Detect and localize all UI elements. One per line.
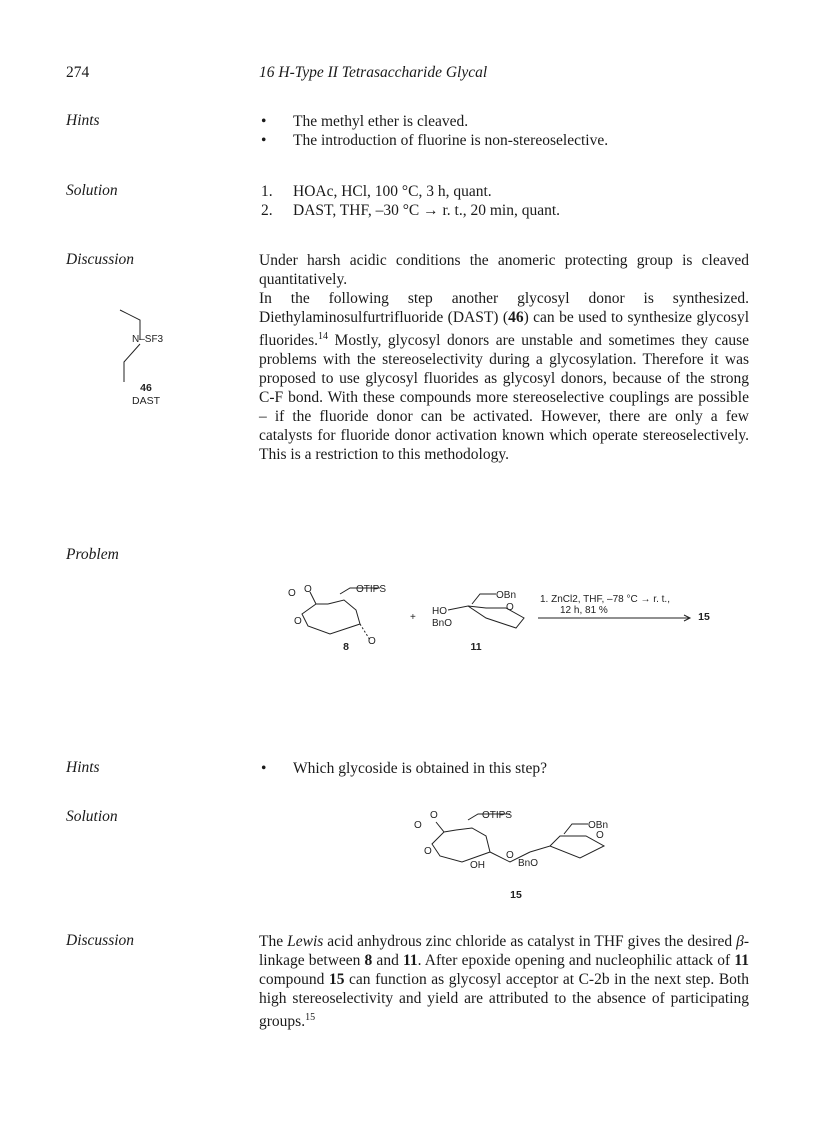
product-left-ring-bond <box>444 830 456 832</box>
product-ring-o: O <box>430 810 438 821</box>
compound-number-15: 15 <box>510 889 522 901</box>
solution-step <box>259 182 749 201</box>
compound-ref: 11 <box>402 952 418 969</box>
lewis-italic: Lewis <box>287 933 324 950</box>
product-right-ring-o: O <box>596 830 604 841</box>
acceptor-obn: OBn <box>496 590 517 601</box>
beta-symbol: β <box>736 933 744 950</box>
compound-ref: 8 <box>364 952 373 969</box>
compound-ref: 11 <box>734 952 749 969</box>
product-left-ring <box>432 822 490 862</box>
discussion-paragraph: The Lewis acid anhydrous zinc chloride as catalyst in THF gives the desired β-linkage between 8 and 11. After epoxide opening and nucleophilic attack of 11 compound 15 can function as glycosyl acceptor at C-2b in the next step. Both high stereoselectivity and yield are attributed to the absence of participating groups.$^{15}$ <box>259 933 749 1031</box>
compound-ref: 46 <box>508 309 524 326</box>
product-link-o: O <box>506 850 514 861</box>
donor-structure-8 <box>288 584 386 653</box>
product-otips: OTIPS <box>482 810 513 821</box>
product-obn: OBn <box>588 820 609 831</box>
product-carbonyl-o: O <box>414 820 422 831</box>
product-obn-bond <box>564 824 588 834</box>
citation: 15 <box>305 1012 316 1023</box>
product-number-15: 15 <box>698 611 710 623</box>
donor-otips: OTIPS <box>356 584 387 595</box>
bullet-icon: • <box>261 132 267 149</box>
step-number: 2. <box>261 202 273 219</box>
step-number: 1. <box>261 183 273 200</box>
dast-structure <box>100 300 200 410</box>
hint-item <box>259 131 749 150</box>
compound-number-8: 8 <box>343 641 349 653</box>
ethyl-bond-lower <box>124 344 140 382</box>
solution-label: Solution <box>66 182 118 199</box>
problem-label: Problem <box>66 546 119 563</box>
product-structure-15 <box>410 806 630 902</box>
step-text: DAST, THF, –30 °C → r. t., 20 min, quant. <box>293 202 561 219</box>
discussion-paragraph: In the following step another glycosyl donor is synthesized. Diethylaminosulfurtrifluoride (DAST) (46) can be used to synthesize glycosyl fluorides.$^{14}$ Mostly, glycosyl donors are unstable and sometimes they cause problems with the stereoselectivity during a glycosylation. Therefore it was proposed to use glycosyl fluorides as glycosyl donors, because of the strong C-F bond. With these compounds more stereoselective couplings are possible – if the fluoride donor can be activated. However, there are only a few catalysts for fluoride donor activation known which operate stereoselectively. This is a restriction to this methodology. <box>259 290 749 464</box>
acceptor-structure-11 <box>432 590 524 653</box>
donor-ring-o2: O <box>294 616 302 627</box>
product-oh: OH <box>470 860 485 871</box>
hints-label: Hints <box>66 112 100 129</box>
reaction-scheme <box>280 578 740 658</box>
donor-ring-o: O <box>304 584 312 595</box>
acceptor-ho: HO <box>432 606 447 617</box>
acceptor-ring-o: O <box>506 602 514 613</box>
n-sf3-label: N–SF3 <box>132 334 164 345</box>
hint-text: The introduction of fluorine is non-stereoselective. <box>293 132 609 149</box>
hint-text: Which glycoside is obtained in this step? <box>293 760 547 777</box>
reaction-conditions-line1: 1. ZnCl2, THF, –78 °C → r. t., <box>540 594 670 605</box>
discussion-text <box>259 251 749 464</box>
compound-number-11: 11 <box>470 641 482 653</box>
product-ring-o2: O <box>424 846 432 857</box>
page-number: 274 <box>66 64 90 81</box>
acceptor-obn-bond <box>472 594 496 604</box>
hint-item <box>259 759 749 778</box>
product-bno: BnO <box>518 858 539 869</box>
hints-label-2: Hints <box>66 759 100 776</box>
hints-list-2 <box>259 759 749 778</box>
step-text: HOAc, HCl, 100 °C, 3 h, quant. <box>293 183 492 200</box>
bullet-icon: • <box>261 760 267 777</box>
donor-ring <box>302 592 360 634</box>
running-title: 16 H-Type II Tetrasaccharide Glycal <box>259 64 488 81</box>
solution-label-2: Solution <box>66 808 118 825</box>
citation: 14 <box>317 331 328 342</box>
hint-text: The methyl ether is cleaved. <box>293 113 469 130</box>
donor-carbonyl-o: O <box>288 588 296 599</box>
reaction-conditions-line2: 12 h, 81 % <box>560 605 608 616</box>
plus-sign: + <box>410 612 416 623</box>
solution-step <box>259 201 749 220</box>
hint-item <box>259 112 749 131</box>
discussion-text-2 <box>259 932 749 1031</box>
discussion-label-2: Discussion <box>66 932 135 949</box>
discussion-label: Discussion <box>66 251 135 268</box>
donor-epoxide-o: O <box>368 636 376 647</box>
discussion-paragraph: Under harsh acidic conditions the anomeric protecting group is cleaved quantitatively. <box>259 252 749 288</box>
compound-number-46: 46 <box>140 382 152 394</box>
compound-ref: 15 <box>328 971 345 988</box>
product-right-ring <box>530 836 604 858</box>
compound-name-dast: DAST <box>131 395 161 407</box>
hints-list <box>259 112 749 150</box>
solution-steps <box>259 182 749 220</box>
acceptor-bno: BnO <box>432 618 453 629</box>
bullet-icon: • <box>261 113 267 130</box>
